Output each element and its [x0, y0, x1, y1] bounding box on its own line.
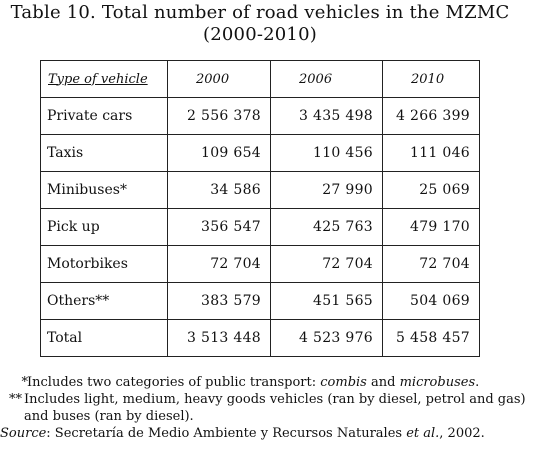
cell-value: 72 704 [383, 246, 480, 283]
table-row [41, 209, 480, 246]
source-text: : Secretaría de Medio Ambiente y Recursos Naturales [46, 426, 407, 441]
cell-value: 383 579 [168, 283, 271, 320]
table-title-line-1: Table 10. Total number of road vehicles in the MZMC [10, 2, 510, 23]
cell-value: 27 990 [271, 172, 383, 209]
table-header-row [41, 61, 480, 98]
table-row [41, 135, 480, 172]
row-label: Total [41, 320, 168, 357]
table-notes [0, 374, 543, 442]
table-row [41, 246, 480, 283]
cell-value: 3 513 448 [168, 320, 271, 357]
footnote-emphasis-microbuses: microbuses [399, 375, 476, 390]
header-year-2000: 2000 [168, 61, 271, 98]
footnote-text-line-2: and buses (ran by diesel). [24, 409, 194, 424]
table-title-line-2: (2000-2010) [203, 24, 317, 45]
cell-value: 2 556 378 [168, 98, 271, 135]
header-year-2006: 2006 [271, 61, 383, 98]
cell-value: 25 069 [383, 172, 480, 209]
footnote-text-line-1: Includes light, medium, heavy goods vehicles (ran by diesel, petrol and gas) [24, 392, 526, 407]
cell-value: 4 266 399 [383, 98, 480, 135]
cell-value: 504 069 [383, 283, 480, 320]
table-row [41, 283, 480, 320]
cell-value: 451 565 [271, 283, 383, 320]
row-label: Minibuses* [41, 172, 168, 209]
cell-value: 479 170 [383, 209, 480, 246]
footnote-text-part: Includes two categories of public transport: [27, 375, 321, 390]
row-label: Private cars [41, 98, 168, 135]
table-title [0, 2, 520, 46]
header-year-2010: 2010 [383, 61, 480, 98]
table-row [41, 98, 480, 135]
cell-value: 110 456 [271, 135, 383, 172]
cell-value: 356 547 [168, 209, 271, 246]
footnote-mark: ** [9, 392, 22, 407]
header-type-of-vehicle: Type of vehicle [41, 61, 168, 98]
footnote-single-asterisk [0, 374, 543, 391]
cell-value: 3 435 498 [271, 98, 383, 135]
cell-value: 4 523 976 [271, 320, 383, 357]
cell-value: 72 704 [271, 246, 383, 283]
cell-value: 111 046 [383, 135, 480, 172]
footnote-emphasis-combis: combis [320, 375, 367, 390]
footnote-double-asterisk [0, 391, 543, 425]
row-label: Taxis [41, 135, 168, 172]
table-row-total [41, 320, 480, 357]
source-note [0, 425, 543, 442]
footnote-text [0, 374, 543, 391]
cell-value: 5 458 457 [383, 320, 480, 357]
cell-value: 72 704 [168, 246, 271, 283]
row-label: Motorbikes [41, 246, 168, 283]
footnote-text-part: and [366, 375, 400, 390]
source-text-end: , 2002. [439, 426, 485, 441]
cell-value: 109 654 [168, 135, 271, 172]
source-label: Source [0, 426, 47, 441]
cell-value: 425 763 [271, 209, 383, 246]
row-label: Others** [41, 283, 168, 320]
source-emphasis-et-al: et al. [406, 426, 440, 441]
vehicles-table [40, 60, 480, 357]
footnote-text-part: . [475, 375, 480, 390]
table-row [41, 172, 480, 209]
cell-value: 34 586 [168, 172, 271, 209]
footnote-mark: * [21, 375, 28, 390]
row-label: Pick up [41, 209, 168, 246]
